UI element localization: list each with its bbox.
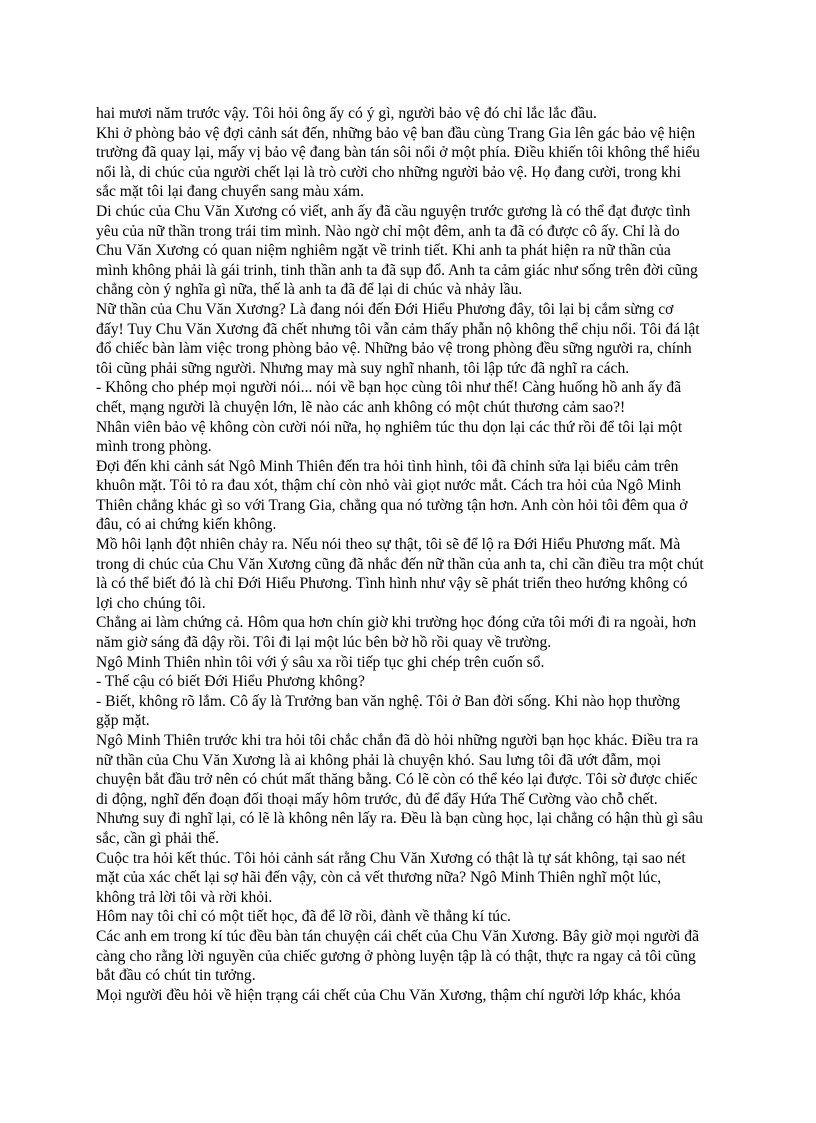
text-line: chuyện bắt đầu trở nên có chút mất thăng bằng. Có lẽ còn có thể kéo lại được. Tôi sờ được chiếc xyxy=(96,771,698,789)
text-line: yêu của nữ thần trong trái tim mình. Nào ngờ chỉ một đêm, anh ta đã có được cô ấy. Chỉ là do xyxy=(96,222,680,240)
text-line: nổi là, di chúc của người chết lại là trò cười cho những người bảo vệ. Họ đang cười, trong khi xyxy=(96,163,681,181)
text-line: Mọi người đều hỏi về hiện trạng cái chết của Chu Văn Xương, thậm chí người lớp khác, khóa xyxy=(96,986,681,1004)
text-line: - Biết, không rõ lắm. Cô ấy là Trưởng ban văn nghệ. Tôi ở Ban đời sống. Khi nào họp thường xyxy=(96,692,681,710)
text-line: tôi cũng phải sững người. Nhưng may mà suy nghĩ nhanh, tôi lập tức đã nghĩ ra cách. xyxy=(96,359,630,377)
text-line: sắc mặt tôi lại đang chuyển sang màu xám. xyxy=(96,183,365,201)
text-line: di động, nghĩ đến đoạn đối thoại mấy hôm trước, đủ để đẩy Hứa Thế Cường vào chỗ chết. xyxy=(96,790,658,808)
text-line: Mồ hôi lạnh đột nhiên chảy ra. Nếu nói theo sự thật, tôi sẽ để lộ ra Đới Hiểu Phương mất. Mà xyxy=(96,536,681,554)
text-line: là có thể biết đó là chỉ Đới Hiểu Phương. Tình hình như vậy sẽ phát triển theo hướng không có xyxy=(96,575,688,593)
text-line: Chu Văn Xương có quan niệm nghiêm ngặt về trinh tiết. Khi anh ta phát hiện ra nữ thần của xyxy=(96,242,671,260)
text-line: đổ chiếc bàn làm việc trong phòng bảo vệ. Những bảo vệ trong phòng đều sững người ra, chính xyxy=(96,340,692,358)
text-line: Khi ở phòng bảo vệ đợi cảnh sát đến, những bảo vệ ban đầu cùng Trang Gia lên gác bảo vệ hiện xyxy=(96,124,696,142)
text-line: không trả lời tôi và rời khỏi. xyxy=(96,888,273,906)
text-line: bắt đầu có chút tin tưởng. xyxy=(96,967,256,985)
text-line: năm giờ sáng đã dậy rồi. Tôi đi lại một lúc bên bờ hồ rồi quay về trường. xyxy=(96,634,552,652)
text-line: Nữ thần của Chu Văn Xương? Là đang nói đến Đới Hiểu Phương đây, tôi lại bị cắm sừng cơ xyxy=(96,300,674,318)
text-line: khuôn mặt. Tôi tỏ ra đau xót, thậm chí còn nhỏ vài giọt nước mắt. Cách tra hỏi của Ngô Minh xyxy=(96,477,682,495)
text-line: càng cho rằng lời nguyền của chiếc gương ở phòng luyện tập là có thật, thực ra ngay cả tôi cũng xyxy=(96,947,696,965)
text-line: chẳng còn ý nghĩa gì nữa, thế là anh ta đã để lại di chúc và nhảy lầu. xyxy=(96,281,523,299)
text-line: mặt của xác chết lại sợ hãi đến vậy, còn cả vết thương nữa? Ngô Minh Thiên nghĩ một lúc, xyxy=(96,869,662,887)
text-line: mình trong phòng. xyxy=(96,438,212,456)
text-line: Chẳng ai làm chứng cả. Hôm qua hơn chín giờ khi trường học đóng cửa tôi mới đi ra ngoài, hơn xyxy=(96,614,697,632)
text-line: trong di chúc của Chu Văn Xương cũng đã nhắc đến nữ thần của anh ta, chỉ cần điều tra một chút xyxy=(96,555,704,573)
text-line: Nhân viên bảo vệ không còn cười nói nữa, họ nghiêm túc thu dọn lại các thứ rồi để tôi lại một xyxy=(96,418,683,436)
text-line: - Không cho phép mọi người nói... nói về bạn học cùng tôi như thế! Càng huống hồ anh ấy đã xyxy=(96,379,682,397)
text-line: Thiên chẳng khác gì so với Trang Gia, chẳng qua nó tường tận hơn. Anh còn hỏi tôi đêm qua ở xyxy=(96,496,688,514)
text-line: Ngô Minh Thiên nhìn tôi với ý sâu xa rồi tiếp tục ghi chép trên cuốn sổ. xyxy=(96,653,545,671)
text-line: chết, mạng người là chuyện lớn, lẽ nào các anh không có một chút thương cảm sao?! xyxy=(96,398,626,416)
text-line: lợi cho chúng tôi. xyxy=(96,594,206,612)
text-line: hai mươi năm trước vậy. Tôi hỏi ông ấy có ý gì, người bảo vệ đó chỉ lắc lắc đầu. xyxy=(96,105,597,122)
text-line: - Thế cậu có biết Đới Hiểu Phương không? xyxy=(96,673,365,691)
text-line: nữ thần của Chu Văn Xương là ai không phải là chuyện khó. Sau lưng tôi đã ướt đẫm, mọi xyxy=(96,751,661,769)
text-line: Nhưng suy đi nghĩ lại, có lẽ là không nên lấy ra. Đều là bạn cùng học, lại chẳng có hận thù gì sâu xyxy=(96,810,703,828)
text-line: Di chúc của Chu Văn Xương có viết, anh ấy đã cầu nguyện trước gương là có thể đạt được tình xyxy=(96,202,691,220)
text-line: Ngô Minh Thiên trước khi tra hỏi tôi chắc chắn đã dò hỏi những người bạn học khác. Điều tra ra xyxy=(96,732,699,749)
body-text xyxy=(96,104,736,1005)
text-line: sắc, cần gì phải thế. xyxy=(96,829,219,847)
text-line: gặp mặt. xyxy=(96,712,150,730)
text-line: đâu, có ai chứng kiến không. xyxy=(96,516,277,534)
text-line: Đợi đến khi cảnh sát Ngô Minh Thiên đến tra hỏi tình hình, tôi đã chỉnh sửa lại biểu cảm trên xyxy=(96,457,679,475)
text-line: đấy! Tuy Chu Văn Xương đã chết nhưng tôi vẫn cảm thấy phẫn nộ không thể chịu nổi. Tôi đá lật xyxy=(96,320,700,338)
text-line: mình không phải là gái trinh, tinh thần anh ta đã sụp đổ. Anh ta cảm giác như sống trên đời cũng xyxy=(96,261,698,279)
text-line: Cuộc tra hỏi kết thúc. Tôi hỏi cảnh sát rằng Chu Văn Xương có thật là tự sát không, tại sao nét xyxy=(96,849,686,867)
text-line: Các anh em trong kí túc đều bàn tán chuyện cái chết của Chu Văn Xương. Bây giờ mọi người đã xyxy=(96,927,700,945)
text-line: trường đã quay lại, mấy vị bảo vệ đang bàn tán sôi nổi ở một phía. Điều khiến tôi không thể hiểu xyxy=(96,144,700,162)
text-line: Hôm nay tôi chỉ có một tiết học, đã để lỡ rồi, đành về thẳng kí túc. xyxy=(96,908,511,926)
